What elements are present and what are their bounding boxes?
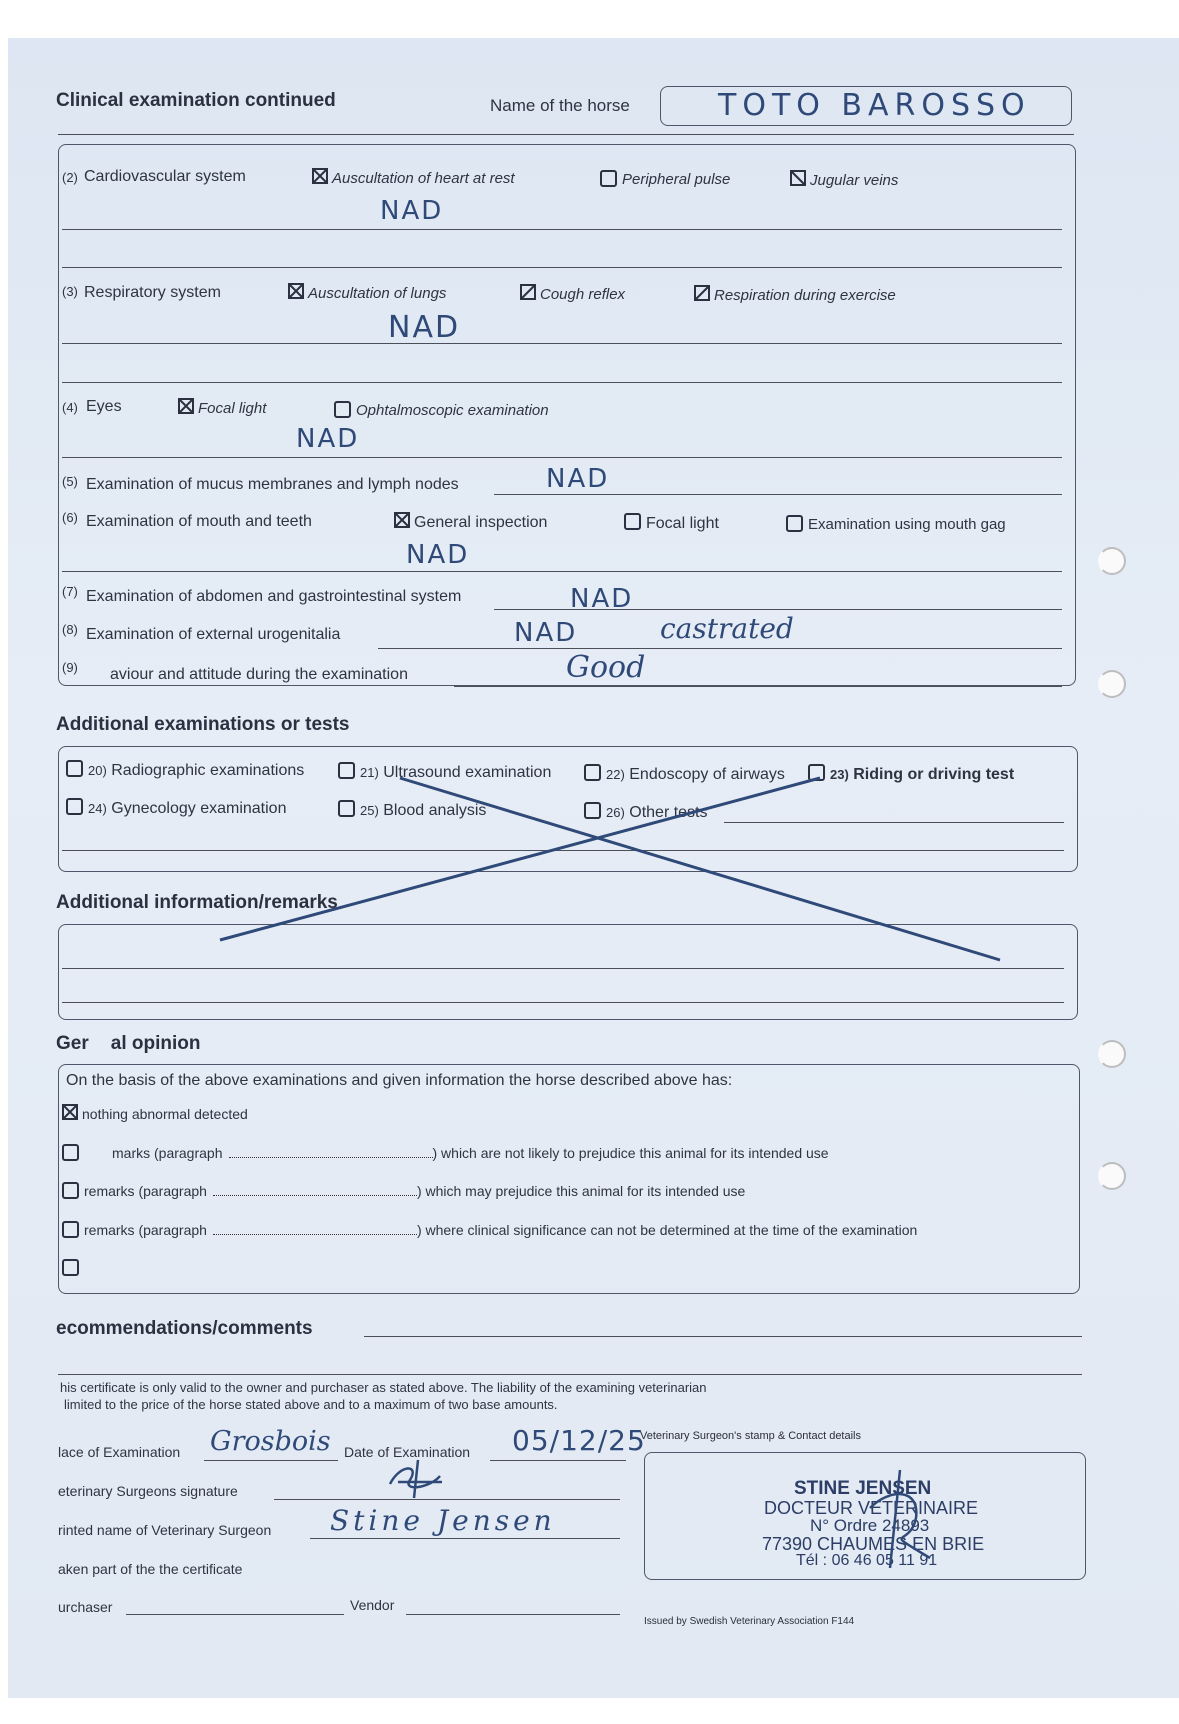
mucus-number: (5) <box>62 474 78 489</box>
cardio-result: NAD <box>380 196 444 226</box>
opinion-nad-option[interactable]: nothing abnormal detected <box>62 1106 248 1123</box>
checkbox-icon <box>62 1182 79 1199</box>
additional-endoscopy[interactable]: 22) Endoscopy of airways <box>584 766 785 784</box>
cardio-label: Cardiovascular system <box>84 168 246 185</box>
behaviour-number: (9) <box>62 660 78 675</box>
cardio-heart-option[interactable]: Auscultation of heart at rest <box>312 170 515 187</box>
taken-part-label: aken part of the the certificate <box>58 1561 243 1577</box>
stamp-label: Veterinary Surgeon's stamp & Contact details <box>640 1430 861 1442</box>
opinion-row-1[interactable]: marks (paragraph ) which are not likely to prejudice this animal for its intended use <box>62 1145 829 1163</box>
uro-note: castrated <box>660 612 794 645</box>
mouth-result: NAD <box>406 540 470 570</box>
stamp-signature-mark <box>860 1468 940 1578</box>
remarks-title: Additional information/remarks <box>56 892 338 913</box>
section-title: Clinical examination continued <box>56 90 336 111</box>
additional-radiographic[interactable]: 20) Radiographic examinations <box>66 762 304 780</box>
abdomen-number: (7) <box>62 584 78 599</box>
opinion-row-4[interactable] <box>62 1260 84 1278</box>
eyes-ophtalmoscopic-option[interactable]: Ophtalmoscopic examination <box>334 402 549 420</box>
recommend-title: ecommendations/comments <box>56 1318 313 1339</box>
horse-name-label: Name of the horse <box>490 96 630 115</box>
resp-number: (3) <box>62 284 78 299</box>
place-value: Grosbois <box>210 1426 331 1457</box>
signature-label: eterinary Surgeons signature <box>58 1483 238 1499</box>
uro-number: (8) <box>62 622 78 637</box>
issued-by: Issued by Swedish Veterinary Association F144 <box>644 1616 855 1627</box>
eyes-focal-option[interactable]: Focal light <box>178 400 266 417</box>
signature-image <box>380 1454 450 1502</box>
stamp-line-5: Tél : 06 46 05 11 91 <box>796 1552 938 1569</box>
resp-exercise-option[interactable]: Respiration during exercise <box>694 287 896 304</box>
date-value: 05/12/25 <box>512 1424 646 1457</box>
stamp-line-1: STINE JENSEN <box>794 1478 932 1499</box>
cardio-jugular-option[interactable]: Jugular veins <box>790 172 898 189</box>
abdomen-result: NAD <box>570 584 634 614</box>
eyes-number: (4) <box>62 400 78 415</box>
additional-other[interactable]: 26) Other tests <box>584 804 708 822</box>
cardio-number: (2) <box>62 170 78 185</box>
additional-gynecology[interactable]: 24) Gynecology examination <box>66 800 286 818</box>
checkbox-icon <box>62 1259 79 1276</box>
cardio-pulse-option[interactable]: Peripheral pulse <box>600 171 730 189</box>
place-label: lace of Examination <box>58 1444 181 1460</box>
purchaser-label: urchaser <box>58 1599 113 1615</box>
resp-lungs-option[interactable]: Auscultation of lungs <box>288 285 446 302</box>
uro-result: NAD <box>514 618 578 648</box>
opinion-title: Ger al opinion <box>56 1033 201 1054</box>
additional-title: Additional examinations or tests <box>56 714 350 735</box>
checkbox-icon <box>62 1144 79 1161</box>
additional-riding[interactable]: 23) Riding or driving test <box>808 766 1014 784</box>
mouth-number: (6) <box>62 510 78 525</box>
stamp-line-3: N° Ordre 24893 <box>810 1516 930 1535</box>
mucus-result: NAD <box>546 464 610 494</box>
mouth-focal-option[interactable]: Focal light <box>624 515 719 533</box>
resp-cough-option[interactable]: Cough reflex <box>520 286 625 303</box>
mouth-gag-option[interactable]: Examination using mouth gag <box>786 516 1006 534</box>
validity-line-1: his certificate is only valid to the owner and purchaser as stated above. The liability of the examining veterinarian <box>60 1380 707 1395</box>
behaviour-label: aviour and attitude during the examination <box>110 666 408 683</box>
printed-name-value: Stine Jensen <box>330 1504 556 1537</box>
additional-blood[interactable]: 25) Blood analysis <box>338 802 486 820</box>
behaviour-result: Good <box>566 650 646 685</box>
validity-line-2: limited to the price of the horse stated above and to a maximum of two base amounts. <box>64 1397 558 1412</box>
stamp-line-2: DOCTEUR VETERINAIRE <box>764 1498 979 1518</box>
opinion-box <box>58 1064 1080 1294</box>
opinion-row-2[interactable]: remarks (paragraph ) which may prejudice this animal for its intended use <box>62 1183 745 1201</box>
mouth-general-option[interactable]: General inspection <box>394 514 547 532</box>
additional-ultrasound[interactable]: 21) Ultrasound examination <box>338 764 551 782</box>
eyes-result: NAD <box>296 424 360 454</box>
opinion-row-3[interactable]: remarks (paragraph ) where clinical significance can not be determined at the time of the examination <box>62 1222 917 1240</box>
vendor-label: Vendor <box>350 1597 395 1613</box>
checked-checkbox-icon <box>62 1104 78 1120</box>
abdomen-label: Examination of abdomen and gastrointestinal system <box>86 588 462 605</box>
mucus-label: Examination of mucus membranes and lymph nodes <box>86 476 459 493</box>
opinion-intro: On the basis of the above examinations and given information the horse described above has: <box>66 1072 733 1089</box>
printed-name-label: rinted name of Veterinary Surgeon <box>58 1522 272 1538</box>
uro-label: Examination of external urogenitalia <box>86 626 341 643</box>
mouth-label: Examination of mouth and teeth <box>86 513 312 530</box>
checkbox-icon <box>62 1221 79 1238</box>
horse-name-value: TOTO BAROSSO <box>718 88 1031 123</box>
resp-label: Respiratory system <box>84 284 221 301</box>
eyes-label: Eyes <box>86 398 122 415</box>
stamp-line-4: 77390 CHAUMES EN BRIE <box>762 1534 985 1554</box>
resp-result: NAD <box>388 310 461 345</box>
date-label: Date of Examination <box>344 1444 471 1460</box>
